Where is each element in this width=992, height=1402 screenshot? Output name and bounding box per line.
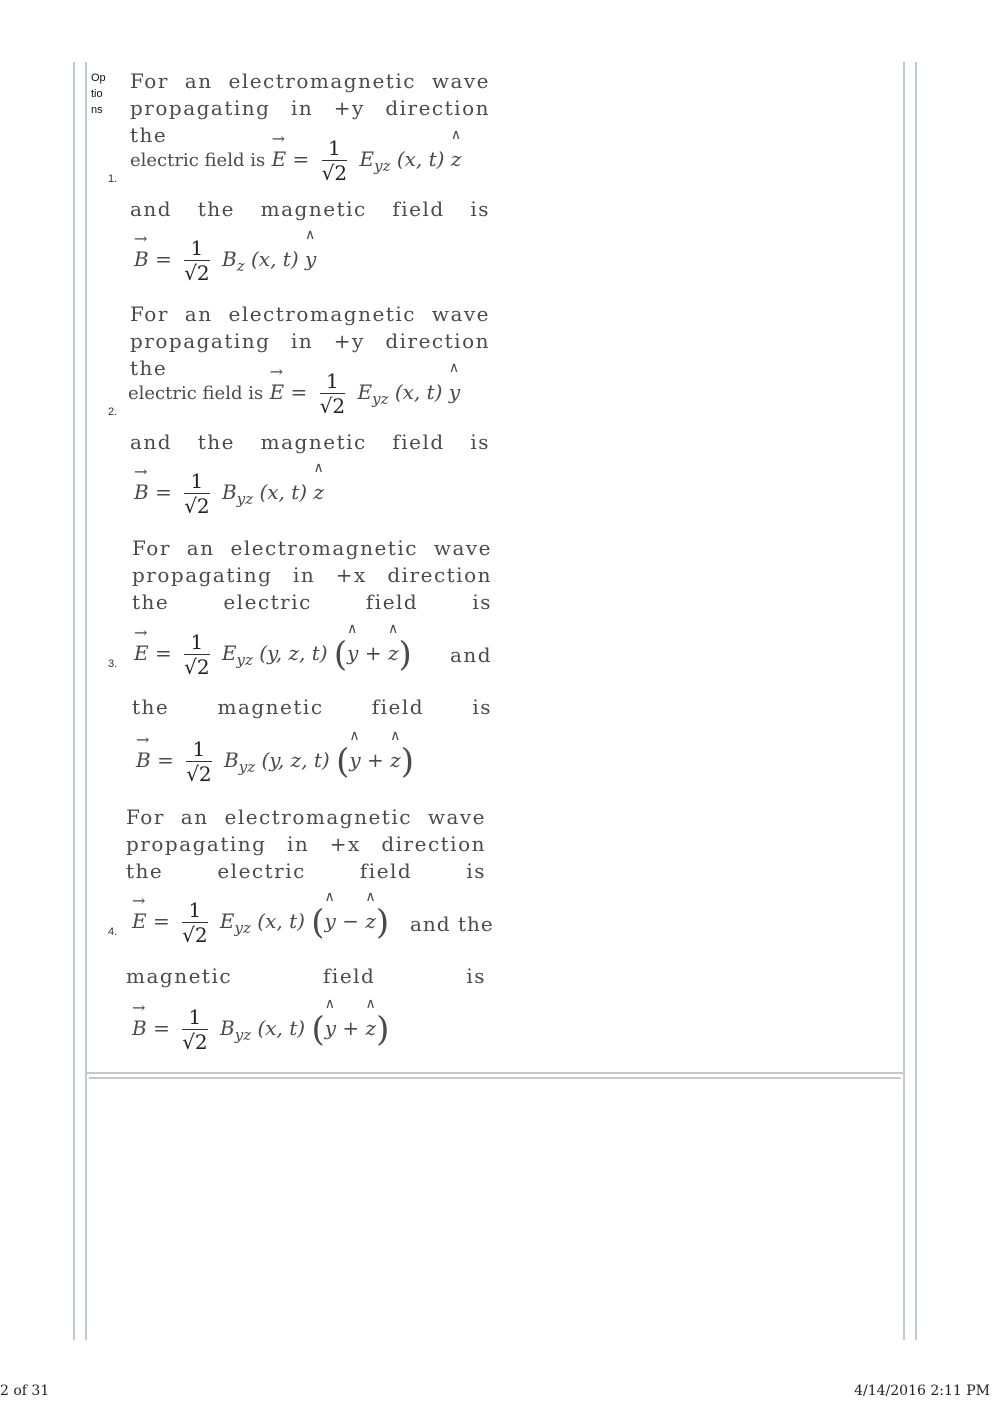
option-number: 2. [108, 406, 118, 418]
field-arguments: (x, t) [394, 380, 443, 404]
field-symbol: E [359, 147, 375, 171]
fraction-numerator: 1 [186, 737, 211, 762]
unit-vector: ∧ y [347, 641, 358, 665]
field-subscript: yz [236, 490, 254, 508]
option-mid-text: the magnetic field is [132, 695, 492, 719]
equals-sign: = [157, 748, 174, 772]
row-divider-inner [89, 1077, 901, 1079]
fraction-numerator: 1 [322, 136, 347, 161]
magnetic-field-equation [136, 737, 414, 786]
field-symbol: B [222, 480, 237, 504]
field-subscript: yz [234, 1026, 252, 1044]
options-label: Op tio ns [91, 72, 106, 116]
fraction [184, 236, 209, 285]
field-symbol: E [219, 909, 235, 933]
unit-vector: ∧ z [313, 480, 324, 504]
fraction-denominator: √2 [321, 161, 348, 185]
fraction [182, 898, 207, 947]
inner-left-border [85, 62, 87, 1340]
fraction [184, 630, 209, 679]
option-mid-text: and the magnetic field is [130, 430, 490, 454]
b-vector-symbol: → B [132, 1016, 147, 1040]
field-subscript: yz [374, 157, 391, 175]
option-intro-text: For an electromagnetic wave propagating in +y direction the [130, 302, 490, 380]
option-number: 4. [108, 926, 118, 938]
field-symbol: E [357, 380, 373, 404]
b-vector-symbol: → B [134, 247, 149, 271]
operator: − [342, 909, 359, 933]
option-number: 3. [108, 658, 118, 670]
fraction [186, 737, 211, 786]
fraction-numerator: 1 [184, 630, 209, 655]
electric-field-equation [130, 136, 461, 185]
row-divider [85, 1072, 905, 1074]
page-number: 2 of 31 [0, 1383, 50, 1399]
unit-vector: ∧ z [388, 641, 399, 665]
field-symbol: B [220, 1016, 235, 1040]
option-number: 1. [108, 173, 118, 185]
equals-sign: = [152, 909, 170, 933]
unit-vector: ∧ z [366, 1016, 377, 1040]
fraction-numerator: 1 [182, 898, 207, 923]
after-equation-text: and [450, 643, 493, 667]
b-vector-symbol: → B [134, 480, 149, 504]
fraction-denominator: √2 [182, 1030, 208, 1054]
unit-vector: ∧ y [305, 247, 316, 271]
close-paren: ) [398, 634, 412, 675]
equals-sign: = [290, 380, 308, 404]
magnetic-field-equation [134, 236, 316, 285]
fraction-numerator: 1 [320, 369, 345, 394]
option-mid-text: and the magnetic field is [130, 197, 490, 221]
field-arguments: (y, z, t) [259, 641, 328, 665]
field-subscript: yz [236, 651, 253, 669]
field-arguments: (x, t) [259, 480, 308, 504]
after-equation-text: and the [410, 912, 494, 936]
fraction [182, 1005, 207, 1054]
open-paren: ( [311, 1009, 325, 1050]
fraction-denominator: √2 [182, 923, 208, 947]
unit-vector: ∧ z [451, 147, 462, 171]
magnetic-field-equation [134, 469, 324, 518]
unit-vector: ∧ y [449, 380, 460, 404]
field-subscript: yz [372, 390, 389, 408]
e-vector-symbol: → E [272, 147, 287, 171]
operator: + [342, 1016, 360, 1040]
unit-vector: ∧ y [325, 1016, 336, 1040]
field-arguments: (x, t) [396, 147, 445, 171]
magnetic-field-equation [132, 1005, 389, 1054]
field-symbol: B [224, 748, 239, 772]
field-arguments: (y, z, t) [261, 748, 330, 772]
fraction-denominator: √2 [184, 494, 210, 518]
equals-sign: = [155, 247, 172, 271]
electric-field-label: electric field is [128, 383, 264, 404]
b-vector-symbol: → B [136, 748, 151, 772]
fraction-numerator: 1 [184, 236, 209, 261]
unit-vector: ∧ y [349, 748, 360, 772]
electric-field-equation [132, 898, 389, 947]
inner-right-border [903, 62, 905, 1340]
field-symbol: E [221, 641, 237, 665]
field-arguments: (x, t) [257, 1016, 306, 1040]
field-symbol: B [222, 247, 237, 271]
operator: + [367, 748, 384, 772]
option-intro-text: For an electromagnetic wave propagating in +x direction the electric field is [132, 536, 492, 614]
open-paren: ( [311, 902, 325, 943]
unit-vector: ∧ z [390, 748, 401, 772]
fraction-numerator: 1 [184, 469, 209, 494]
fraction [322, 136, 347, 185]
close-paren: ) [375, 902, 390, 943]
option-intro-text: For an electromagnetic wave propagating in +x direction the electric field is [126, 805, 486, 883]
print-timestamp: 4/14/2016 2:11 PM [854, 1383, 990, 1399]
close-paren: ) [400, 741, 414, 782]
equals-sign: = [153, 1016, 170, 1040]
fraction-numerator: 1 [182, 1005, 207, 1030]
field-subscript: z [236, 257, 245, 275]
open-paren: ( [333, 634, 348, 675]
field-arguments: (x, t) [257, 909, 305, 933]
close-paren: ) [376, 1009, 390, 1050]
field-subscript: yz [238, 758, 256, 776]
option-intro-text: For an electromagnetic wave propagating in +y direction the [130, 69, 490, 147]
operator: + [364, 641, 382, 665]
field-arguments: (x, t) [250, 247, 299, 271]
e-vector-symbol: → E [270, 380, 285, 404]
outer-right-border [915, 62, 917, 1340]
open-paren: ( [336, 741, 350, 782]
field-subscript: yz [234, 919, 251, 937]
unit-vector: ∧ z [365, 909, 376, 933]
fraction [320, 369, 345, 418]
equals-sign: = [155, 480, 172, 504]
fraction-denominator: √2 [319, 394, 346, 418]
fraction-denominator: √2 [184, 655, 210, 679]
unit-vector: ∧ y [325, 909, 336, 933]
e-vector-symbol: → E [134, 641, 149, 665]
electric-field-equation [134, 630, 412, 679]
equals-sign: = [292, 147, 310, 171]
electric-field-label: electric field is [130, 150, 266, 171]
fraction [184, 469, 209, 518]
electric-field-equation [128, 369, 460, 418]
option-mid-text: magnetic field is [126, 964, 486, 988]
equals-sign: = [154, 641, 172, 665]
fraction-denominator: √2 [184, 261, 210, 285]
e-vector-symbol: → E [132, 909, 147, 933]
fraction-denominator: √2 [186, 762, 212, 786]
outer-left-border [73, 62, 75, 1340]
